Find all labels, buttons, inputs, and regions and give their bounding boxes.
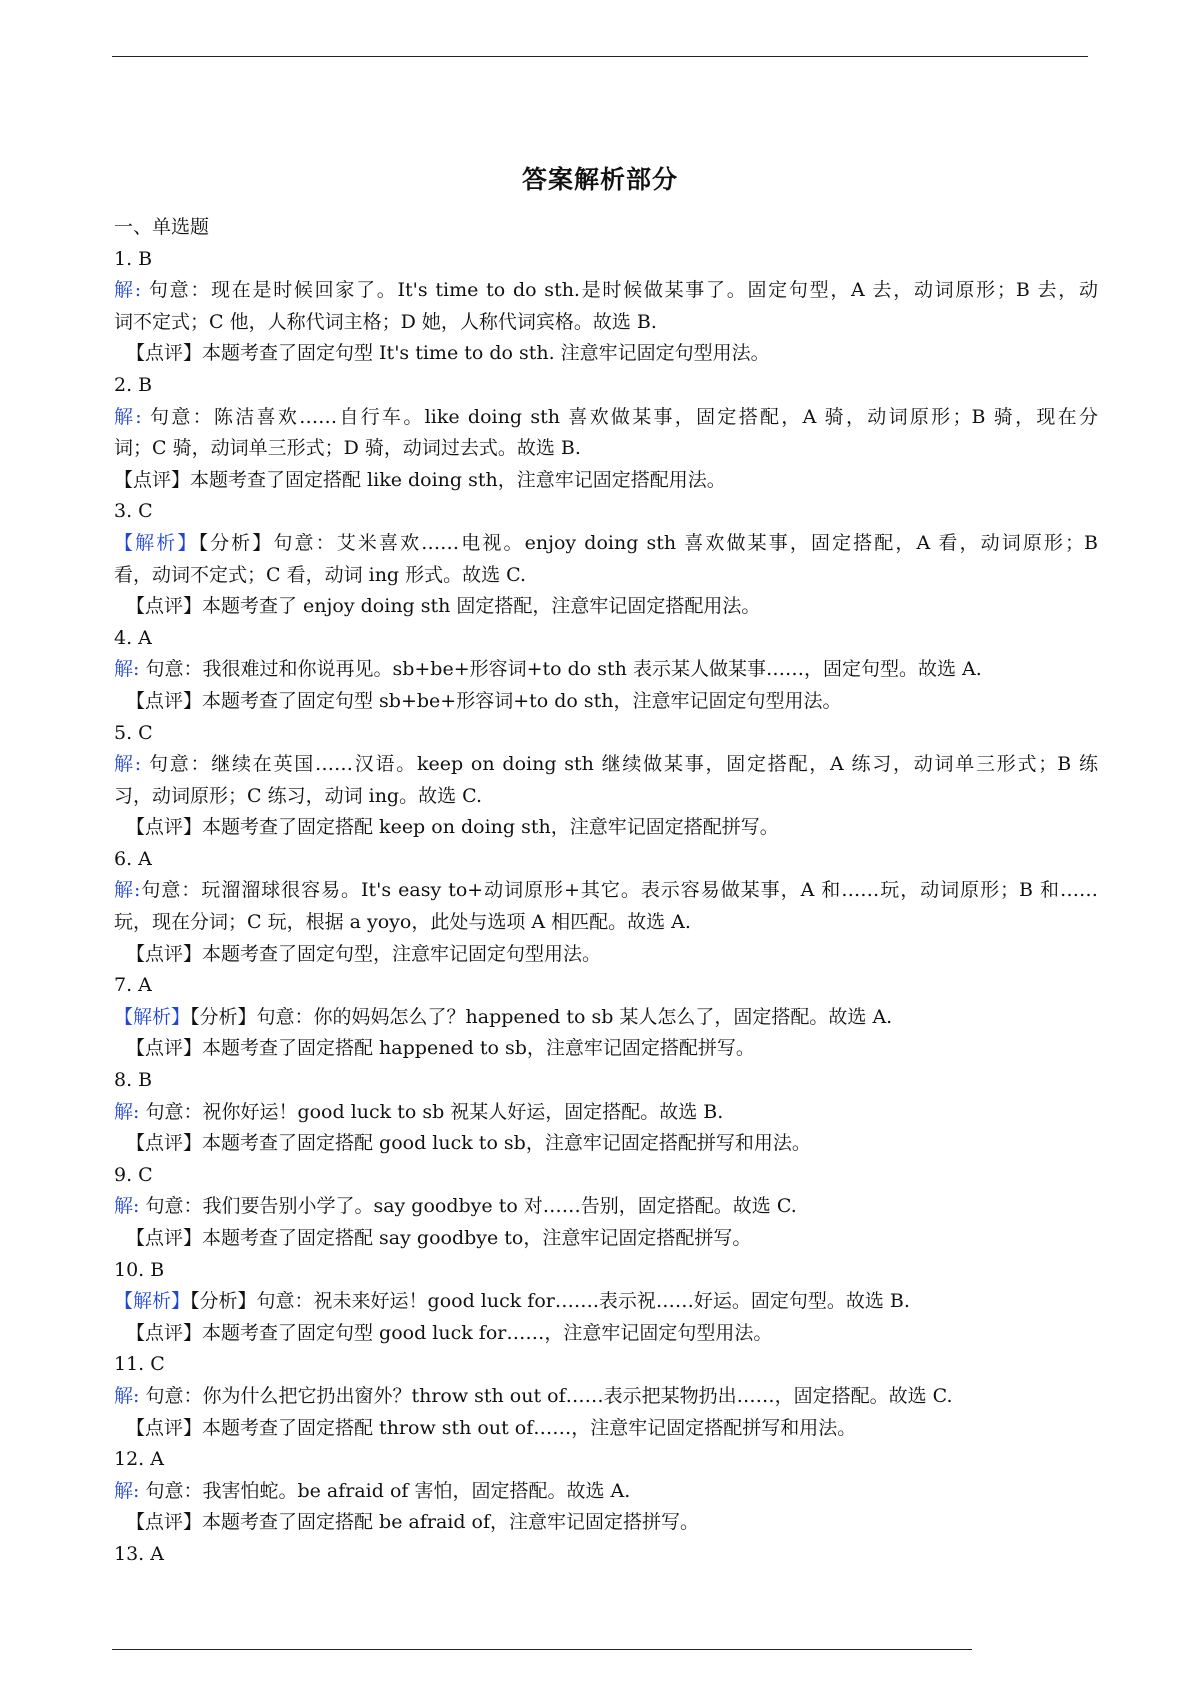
review-tag: 【点评】: [126, 1511, 203, 1534]
fenxi-tag: 【分析】: [198, 531, 274, 554]
review-text: 本题考查了 enjoy doing sth 固定搭配，注意牢记固定搭配用法。: [202, 595, 761, 618]
answer-number: 1. B: [114, 247, 153, 270]
review-text: 本题考查了固定句型，注意牢记固定句型用法。: [202, 942, 602, 965]
review-line: [114, 1507, 1098, 1539]
answer-number: 3. C: [114, 500, 153, 523]
analysis-line: [114, 1286, 1098, 1318]
jiexi-tag: 【解析】: [114, 1290, 191, 1313]
analysis-line: [114, 1476, 1098, 1508]
review-line: [114, 1223, 1098, 1255]
analysis-text: 句意：我害怕蛇。be afraid of 害怕，固定搭配。故选 A.: [145, 1479, 631, 1502]
answer-number: 5. C: [114, 721, 153, 744]
jie-tag: 解:: [114, 1100, 140, 1123]
review-text: 本题考查了固定句型 It's time to do sth. 注意牢记固定句型用法。: [202, 342, 770, 365]
header-rule: [112, 56, 1088, 57]
jie-tag: 解:: [114, 405, 142, 428]
review-line: [114, 1318, 1098, 1350]
analysis-text: 句意：祝未来好运！good luck for…….表示祝……好运。固定句型。故选 B.: [256, 1290, 910, 1313]
analysis-line: [114, 275, 1098, 307]
answer-number: 8. B: [114, 1069, 153, 1092]
answer-number: 11. C: [114, 1353, 165, 1376]
analysis-line: [114, 1097, 1098, 1129]
review-text: 本题考查了固定搭配 keep on doing sth，注意牢记固定搭配拼写。: [202, 816, 779, 839]
review-tag: 【点评】: [126, 1037, 203, 1060]
analysis-text: 句意：你为什么把它扔出窗外？throw sth out of……表示把某物扔出……，固定搭配。故选 C.: [145, 1384, 953, 1407]
review-tag: 【点评】: [126, 942, 203, 965]
review-line: [114, 1413, 1098, 1445]
analysis-text: 句意：现在是时候回家了。It's time to do sth.是时候做某事了。固定句型，A 去，动词原形；B 去，动: [148, 279, 1098, 302]
review-text: 本题考查了固定句型 sb+be+形容词+to do sth，注意牢记固定句型用法。: [202, 689, 842, 712]
review-line: [114, 812, 1098, 844]
review-text: 本题考查了固定搭配 good luck to sb，注意牢记固定搭配拼写和用法。: [202, 1132, 811, 1155]
answer-number: 7. A: [114, 974, 152, 997]
review-text: 本题考查了固定搭配 throw sth out of……，注意牢记固定搭配拼写和用法。: [202, 1416, 857, 1439]
answer-number: 2. B: [114, 373, 153, 396]
jiexi-tag: 【解析】: [114, 531, 199, 554]
review-text: 本题考查了固定搭配 like doing sth，注意牢记固定搭配用法。: [190, 468, 726, 491]
review-tag: 【点评】: [126, 1321, 203, 1344]
analysis-line: 词；C 骑，动词单三形式；D 骑，动词过去式。故选 B.: [114, 437, 581, 460]
analysis-text: 句意：玩溜溜球很容易。It's easy to+动词原形+其它。表示容易做某事，A 和……玩，动词原形；B 和……: [140, 879, 1098, 902]
analysis-text: 句意：我很难过和你说再见。sb+be+形容词+to do sth 表示某人做某事……，固定句型。故选 A.: [145, 658, 982, 681]
review-tag: 【点评】: [126, 816, 203, 839]
answer-content: [114, 212, 1098, 1571]
analysis-line: [114, 1002, 1098, 1034]
review-tag: 【点评】: [126, 689, 203, 712]
fenxi-tag: 【分析】: [190, 1290, 257, 1313]
answer-number: 13. A: [114, 1542, 164, 1565]
fenxi-tag: 【分析】: [190, 1005, 257, 1028]
jie-tag: 解:: [114, 1384, 140, 1407]
answer-number: 4. A: [114, 626, 152, 649]
analysis-line: 词不定式；C 他，人称代词主格；D 她，人称代词宾格。故选 B.: [114, 310, 657, 333]
review-line: [114, 939, 1098, 971]
analysis-line: [114, 875, 1098, 907]
analysis-line: 玩，现在分词；C 玩，根据 a yoyo，此处与选项 A 相匹配。故选 A.: [114, 911, 691, 934]
review-line: [114, 591, 1098, 623]
analysis-text: 句意：艾米喜欢……电视。enjoy doing sth 喜欢做某事，固定搭配，A 看，动词原形；B: [273, 531, 1098, 554]
answer-number: 10. B: [114, 1258, 165, 1281]
answer-number: 12. A: [114, 1448, 164, 1471]
analysis-line: 习，动词原形；C 练习，动词 ing。故选 C.: [114, 784, 483, 807]
jiexi-tag: 【解析】: [114, 1005, 191, 1028]
analysis-text: 句意：继续在英国……汉语。keep on doing sth 继续做某事，固定搭配，A 练习，动词单三形式；B 练: [148, 753, 1098, 776]
jie-tag: 解:: [114, 658, 140, 681]
analysis-line: [114, 749, 1098, 781]
answer-number: 6. A: [114, 847, 152, 870]
analysis-line: [114, 402, 1098, 434]
review-text: 本题考查了固定搭配 say goodbye to，注意牢记固定搭配拼写。: [202, 1227, 752, 1249]
analysis-text: 句意：陈洁喜欢……自行车。like doing sth 喜欢做某事，固定搭配，A 骑，动词原形；B 骑，现在分: [150, 405, 1098, 428]
review-tag: 【点评】: [126, 1132, 203, 1155]
footer-rule: [112, 1649, 972, 1650]
review-tag: 【点评】: [126, 342, 203, 365]
review-tag: 【点评】: [126, 1227, 203, 1249]
analysis-text: 句意：祝你好运！good luck to sb 祝某人好运，固定搭配。故选 B.: [145, 1100, 724, 1123]
jie-tag: 解:: [114, 279, 142, 302]
review-line: [114, 1128, 1098, 1160]
page-title: 答案解析部分: [521, 165, 678, 194]
review-line: [114, 338, 1098, 370]
jie-tag: 解:: [114, 753, 142, 776]
analysis-line: 看，动词不定式；C 看，动词 ing 形式。故选 C.: [114, 563, 527, 586]
review-line: [114, 1033, 1098, 1065]
analysis-text: 句意：你的妈妈怎么了？happened to sb 某人怎么了，固定搭配。故选 A.: [256, 1005, 893, 1028]
review-line: [114, 686, 1098, 718]
review-tag: 【点评】: [114, 468, 191, 491]
analysis-line: [114, 1191, 1098, 1223]
review-text: 本题考查了固定句型 good luck for……，注意牢记固定句型用法。: [202, 1321, 773, 1344]
analysis-text: 句意：我们要告别小学了。say goodbye to 对……告别，固定搭配。故选 C.: [145, 1195, 797, 1218]
review-text: 本题考查了固定搭配 happened to sb，注意牢记固定搭配拼写。: [202, 1037, 755, 1060]
answer-number: 9. C: [114, 1163, 153, 1186]
review-line: [114, 465, 1098, 497]
review-text: 本题考查了固定搭配 be afraid of，注意牢记固定搭拼写。: [202, 1511, 700, 1534]
review-tag: 【点评】: [126, 1416, 203, 1439]
jie-tag: 解:: [114, 879, 141, 902]
jie-tag: 解:: [114, 1195, 140, 1218]
analysis-line: [114, 528, 1098, 560]
jie-tag: 解:: [114, 1479, 140, 1502]
section-title: 一、单选题: [114, 216, 210, 238]
analysis-line: [114, 1381, 1098, 1413]
analysis-line: [114, 654, 1098, 686]
review-tag: 【点评】: [126, 595, 203, 618]
